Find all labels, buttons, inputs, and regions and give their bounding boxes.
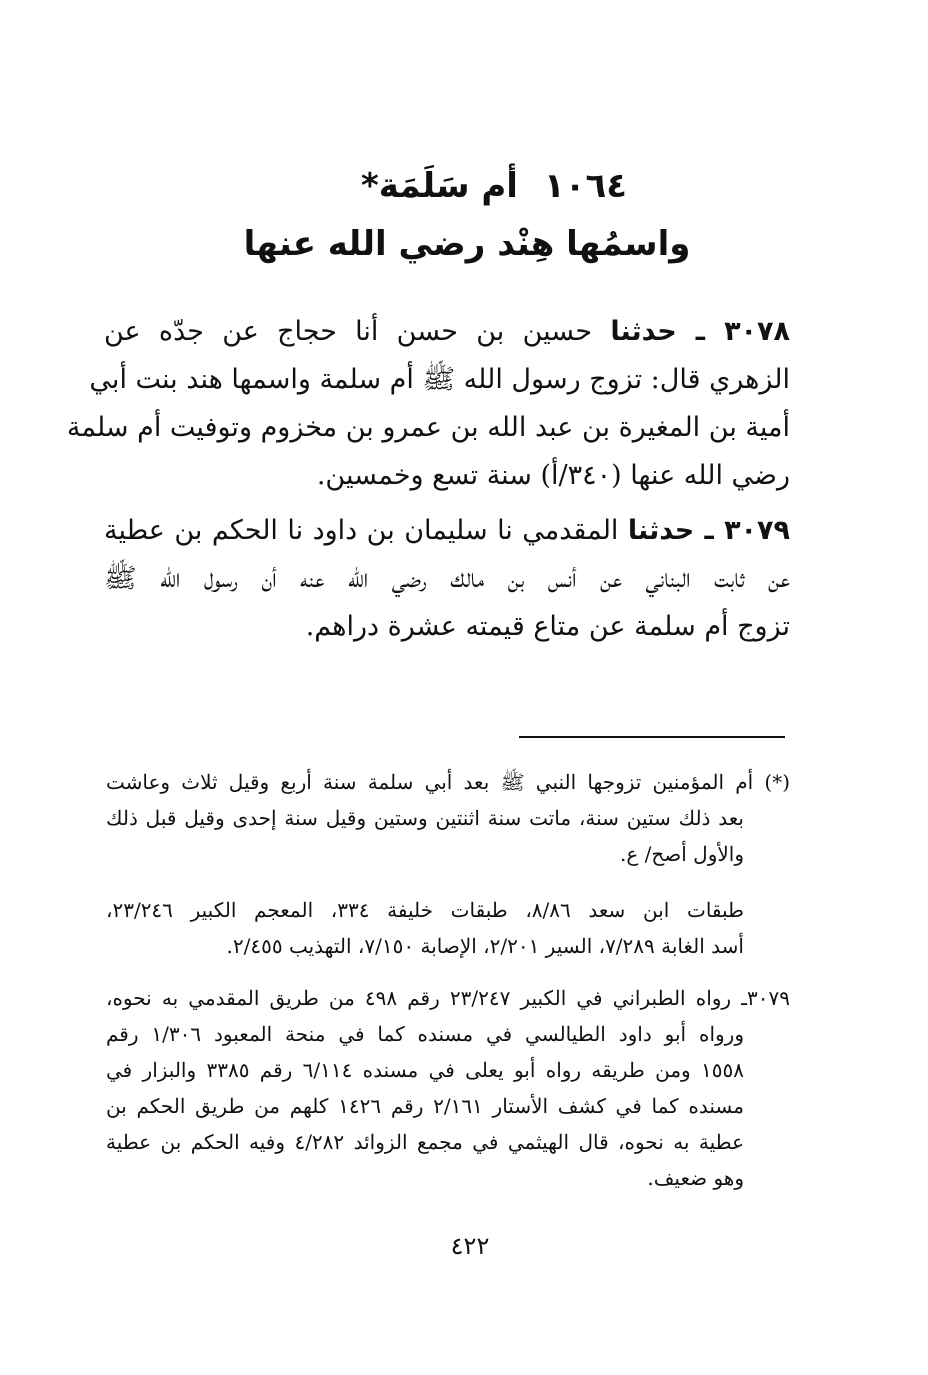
hadith-text: حسين بن حسن أنا حجاج عن جدّه عن (104, 316, 593, 347)
hadith-line: ٣٠٧٨ ـ حدثنا حسين بن حسن أنا حجاج عن جدّه عن (104, 316, 790, 347)
footnote-line: بعد ذلك ستين سنة، ماتت سنة اثنتين وستين وقيل سنة إحدى وقيل قبل ذلك (106, 806, 744, 830)
hadith-3079 (104, 507, 790, 651)
footnote-line: ١٥٥٨ ومن طريقه رواه أبو يعلى في مسنده ٦/١١٤ رقم ٣٣٨٥ والبزار في (106, 1058, 744, 1082)
chapter-heading (0, 158, 928, 274)
hadith-number: ٣٠٧٨ (724, 316, 790, 347)
hadith-line: الزهري قال: تزوج رسول الله ﷺ أم سلمة واسمها هند بنت أبي (89, 364, 790, 395)
hadith-keyword: حدثنا (627, 515, 695, 546)
footnote-line: أسد الغابة ٧/٢٨٩، السير ٢/٢٠١، الإصابة ٧/١٥٠، التهذيب ٢/٤٥٥. (226, 934, 744, 958)
hadith-keyword: حدثنا (610, 316, 677, 347)
footnote-line: (*) أم المؤمنين تزوجها النبي ﷺ بعد أبي سلمة سنة أربع وقيل ثلاث وعاشت (106, 770, 790, 794)
hadith-3078 (66, 308, 790, 500)
footnote-takhrij-3079 (106, 980, 790, 1196)
hadith-line: تزوج أم سلمة عن متاع قيمته عشرة دراهم. (305, 611, 790, 642)
footnote-line: والأول أصح/ ع. (619, 842, 744, 866)
footnote-line: ورواه أبو داود الطيالسي في مسنده كما في منحة المعبود ١/٣٠٦ رقم (106, 1022, 745, 1046)
footnote-line: وهو ضعيف. (647, 1166, 744, 1190)
page-number: ٤٢٢ (450, 1232, 490, 1260)
footnote-line: ٣٠٧٩ـ رواه الطبراني في الكبير ٢٣/٢٤٧ رقم ٤٩٨ من طريق المقدمي به نحوه، (106, 986, 790, 1010)
heading-name: أم سَلَمَة* (361, 166, 518, 206)
footnote-line: عطية به نحوه، قال الهيثمي في مجمع الزوائد ٤/٢٨٢ وفيه الحكم بن عطية (106, 1130, 745, 1154)
hadith-line: ٣٠٧٩ ـ حدثنا المقدمي نا سليمان بن داود نا الحكم بن عطية (104, 515, 790, 546)
hadith-line: أمية بن المغيرة بن عبد الله بن عمرو بن مخزوم وتوفيت أم سلمة (66, 412, 790, 443)
heading-subtitle: واسمُها هِنْد رضي الله عنها (243, 224, 691, 264)
hadith-line: عن ثابت البناني عن أنس بن مالك رضي الله عنه أن رسول الله ﷺ (104, 563, 790, 594)
hadith-text: المقدمي نا سليمان بن داود نا الحكم بن عطية (104, 515, 619, 546)
hadith-number: ٣٠٧٩ (724, 515, 790, 546)
footnote-sources (106, 892, 790, 964)
hadith-line: رضي الله عنها (٣٤٠/أ) سنة تسع وخمسين. (316, 460, 790, 491)
footnote-separator (519, 736, 785, 738)
footnote-biography (106, 764, 790, 872)
heading-line-1 (60, 158, 928, 214)
heading-number: ١٠٦٤ (543, 166, 627, 206)
footnote-line: مسنده كما في كشف الأستار ٢/١٦١ رقم ١٤٢٦ كلهم من طريق الحكم بن (106, 1094, 744, 1118)
footnote-line: طبقات ابن سعد ٨/٨٦، طبقات خليفة ٣٣٤، المعجم الكبير ٢٣/٢٤٦، (106, 898, 744, 922)
